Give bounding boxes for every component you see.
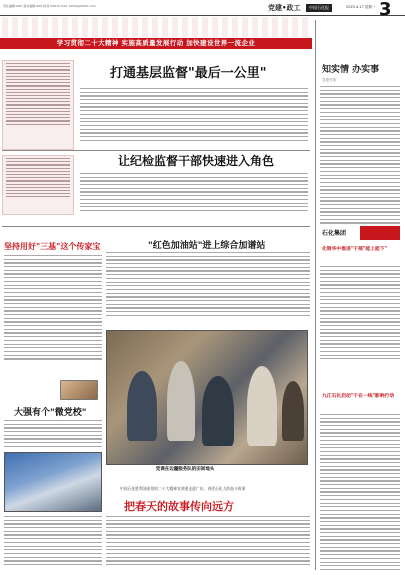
theme-banner: 学习贯彻二十大精神 实施高质量发展行动 加快建设世界一流企业 [0, 38, 312, 49]
news-photo [106, 330, 308, 465]
sidebar-body-3 [320, 414, 400, 573]
article-3-title: 坚持用好"三基"这个传家宝 [4, 242, 101, 251]
left-note-box-2 [2, 155, 74, 215]
header-meta: 责任编辑:XXX 美术编辑:XXX 校对:XXX E-mail: XXXX@XXXX.com [3, 4, 96, 8]
article-4-title: "红色加油站"进上综合加谱站 [148, 241, 266, 251]
article-5-title: 大强有个"微党校" [14, 408, 87, 418]
article-6-title: 把春天的故事传向远方 [124, 500, 234, 513]
stamp-block [360, 226, 400, 240]
article-3-body [4, 255, 102, 362]
article-6-lead: 中国石化胜利油田培训二十大精神宣讲团走进广东，讲述石化人的奋斗故事 [120, 486, 246, 491]
article-5-body [4, 420, 102, 450]
page-number: 3 [379, 0, 392, 20]
paper-logo: 中国石化报 [306, 4, 332, 12]
sidebar-subheading: 党建引领 [322, 78, 336, 82]
divider [2, 226, 310, 227]
issue-date: 2023.4.17 星期一 [346, 5, 376, 9]
section-name: 党建•政工 [268, 4, 301, 12]
article-2-title: 让纪检监督干部快速进入角色 [118, 154, 275, 168]
article-1-title: 打通基层监督"最后一公里" [110, 66, 267, 81]
sidebar-item-2-title: 九江石化启动"干在一线"影响行动 [322, 394, 395, 399]
sidebar-body-2 [320, 266, 400, 362]
article-4-body [106, 252, 310, 318]
page-header [0, 0, 405, 20]
article-2-body [80, 173, 308, 214]
column-divider [315, 20, 316, 570]
article-1-body [80, 88, 308, 143]
sidebar-body-1 [320, 86, 400, 226]
article-5-body-cont [4, 516, 102, 568]
photo-caption: 党课在边疆服务队的田间地头 [155, 467, 215, 472]
banner-decoration [2, 17, 309, 37]
portrait-thumbnail [60, 380, 98, 400]
sidebar-item-1-title: 化销华中推进"干部"能上能下" [322, 247, 388, 252]
divider [2, 150, 310, 151]
sidebar-heading: 知实情 办实事 [322, 65, 380, 75]
classroom-photo [4, 452, 102, 512]
article-6-body [106, 516, 310, 568]
left-note-box [2, 60, 74, 150]
sidebar-stamp: 石化集团 [322, 230, 347, 237]
